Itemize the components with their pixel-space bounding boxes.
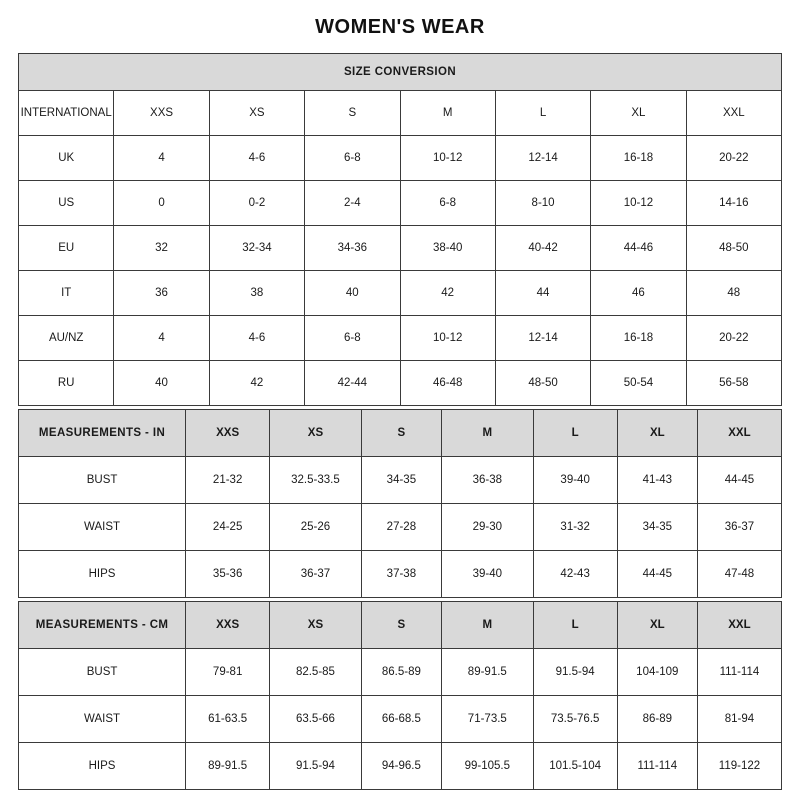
table-cell: 40-42 — [495, 226, 590, 271]
table-cell: 25-26 — [270, 504, 362, 551]
column-header-xs: XS — [270, 410, 362, 457]
table-cell: 89-91.5 — [442, 649, 534, 696]
table-cell: 0 — [114, 181, 209, 226]
table-row — [19, 226, 782, 271]
table-row — [19, 743, 782, 790]
table-cell: 91.5-94 — [533, 649, 617, 696]
row-label: BUST — [19, 649, 186, 696]
table-cell: 86-89 — [617, 696, 697, 743]
table-row — [19, 136, 782, 181]
table-cell: 119-122 — [697, 743, 781, 790]
row-label: AU/NZ — [19, 316, 114, 361]
table-row — [19, 457, 782, 504]
table-cell: 66-68.5 — [361, 696, 441, 743]
table-cell: 34-35 — [361, 457, 441, 504]
table-row — [19, 316, 782, 361]
size-conversion-banner: SIZE CONVERSION — [19, 54, 782, 91]
table-cell: 4 — [114, 316, 209, 361]
table-cell: 42 — [400, 271, 495, 316]
table-cell: 38-40 — [400, 226, 495, 271]
column-header-xxs: XXS — [114, 91, 209, 136]
page-title: WOMEN'S WEAR — [315, 16, 485, 38]
table-cell: 16-18 — [591, 316, 686, 361]
column-header-m: M — [442, 410, 534, 457]
table-cell: 48-50 — [495, 361, 590, 406]
table-row — [19, 361, 782, 406]
column-header-m: M — [442, 602, 534, 649]
table-cell: 27-28 — [361, 504, 441, 551]
table-cell: 10-12 — [400, 136, 495, 181]
table-cell: 63.5-66 — [270, 696, 362, 743]
table-row — [19, 181, 782, 226]
table-cell: 71-73.5 — [442, 696, 534, 743]
table-cell: 101.5-104 — [533, 743, 617, 790]
table-cell: 47-48 — [697, 551, 781, 598]
table-cell: 32-34 — [209, 226, 304, 271]
table-cell: 73.5-76.5 — [533, 696, 617, 743]
row-label: EU — [19, 226, 114, 271]
column-header-xs: XS — [270, 602, 362, 649]
column-header-xl: XL — [617, 410, 697, 457]
table-cell: 35-36 — [186, 551, 270, 598]
table-cell: 14-16 — [686, 181, 781, 226]
table-cell: 4-6 — [209, 316, 304, 361]
table-cell: 48 — [686, 271, 781, 316]
row-label: WAIST — [19, 696, 186, 743]
table-cell: 44-45 — [617, 551, 697, 598]
table-cell: 41-43 — [617, 457, 697, 504]
measurements-cm-table — [18, 601, 782, 790]
table-cell: 42-43 — [533, 551, 617, 598]
table-row — [19, 54, 782, 91]
table-cell: 44-46 — [591, 226, 686, 271]
table-cell: 36-38 — [442, 457, 534, 504]
table-row — [19, 91, 782, 136]
table-cell: 82.5-85 — [270, 649, 362, 696]
column-header-xs: XS — [209, 91, 304, 136]
table-cell: 42 — [209, 361, 304, 406]
table-cell: 104-109 — [617, 649, 697, 696]
table-cell: 20-22 — [686, 316, 781, 361]
table-cell: 24-25 — [186, 504, 270, 551]
table-cell: 4 — [114, 136, 209, 181]
column-header-s: S — [305, 91, 400, 136]
table-cell: 34-35 — [617, 504, 697, 551]
row-label: BUST — [19, 457, 186, 504]
table-cell: 8-10 — [495, 181, 590, 226]
table-cell: 20-22 — [686, 136, 781, 181]
column-header-xl: XL — [591, 91, 686, 136]
table-cell: 36 — [114, 271, 209, 316]
row-label: HIPS — [19, 743, 186, 790]
table-row — [19, 504, 782, 551]
table-cell: 38 — [209, 271, 304, 316]
table-cell: 6-8 — [400, 181, 495, 226]
table-cell: 36-37 — [270, 551, 362, 598]
table-cell: 34-36 — [305, 226, 400, 271]
row-label: UK — [19, 136, 114, 181]
column-header-international: INTERNATIONAL — [19, 91, 114, 136]
column-header-measurements-in: MEASUREMENTS - IN — [19, 410, 186, 457]
table-cell: 111-114 — [617, 743, 697, 790]
column-header-l: L — [533, 410, 617, 457]
table-cell: 6-8 — [305, 136, 400, 181]
column-header-measurements-cm: MEASUREMENTS - CM — [19, 602, 186, 649]
table-cell: 42-44 — [305, 361, 400, 406]
table-cell: 89-91.5 — [186, 743, 270, 790]
table-cell: 10-12 — [400, 316, 495, 361]
table-cell: 86.5-89 — [361, 649, 441, 696]
row-label: US — [19, 181, 114, 226]
table-row — [19, 649, 782, 696]
table-cell: 21-32 — [186, 457, 270, 504]
table-row — [19, 410, 782, 457]
table-cell: 37-38 — [361, 551, 441, 598]
column-header-s: S — [361, 410, 441, 457]
table-row — [19, 602, 782, 649]
row-label: IT — [19, 271, 114, 316]
table-cell: 31-32 — [533, 504, 617, 551]
table-cell: 39-40 — [442, 551, 534, 598]
table-cell: 91.5-94 — [270, 743, 362, 790]
table-cell: 0-2 — [209, 181, 304, 226]
column-header-s: S — [361, 602, 441, 649]
table-row — [19, 696, 782, 743]
table-cell: 2-4 — [305, 181, 400, 226]
row-label: WAIST — [19, 504, 186, 551]
column-header-xxl: XXL — [697, 410, 781, 457]
table-cell: 111-114 — [697, 649, 781, 696]
table-cell: 16-18 — [591, 136, 686, 181]
row-label: HIPS — [19, 551, 186, 598]
column-header-l: L — [533, 602, 617, 649]
table-cell: 40 — [114, 361, 209, 406]
table-row — [19, 551, 782, 598]
row-label: RU — [19, 361, 114, 406]
table-cell: 32 — [114, 226, 209, 271]
column-header-l: L — [495, 91, 590, 136]
table-cell: 50-54 — [591, 361, 686, 406]
table-cell: 39-40 — [533, 457, 617, 504]
column-header-m: M — [400, 91, 495, 136]
column-header-xxs: XXS — [186, 602, 270, 649]
size-conversion-table — [18, 53, 782, 406]
table-cell: 12-14 — [495, 136, 590, 181]
table-cell: 48-50 — [686, 226, 781, 271]
table-cell: 12-14 — [495, 316, 590, 361]
measurements-inches-table — [18, 409, 782, 598]
table-cell: 4-6 — [209, 136, 304, 181]
table-cell: 36-37 — [697, 504, 781, 551]
table-cell: 79-81 — [186, 649, 270, 696]
table-cell: 61-63.5 — [186, 696, 270, 743]
table-cell: 32.5-33.5 — [270, 457, 362, 504]
column-header-xl: XL — [617, 602, 697, 649]
table-cell: 46 — [591, 271, 686, 316]
table-cell: 44 — [495, 271, 590, 316]
table-cell: 46-48 — [400, 361, 495, 406]
column-header-xxl: XXL — [697, 602, 781, 649]
table-cell: 99-105.5 — [442, 743, 534, 790]
table-row — [19, 271, 782, 316]
table-cell: 40 — [305, 271, 400, 316]
table-cell: 56-58 — [686, 361, 781, 406]
table-cell: 6-8 — [305, 316, 400, 361]
column-header-xxl: XXL — [686, 91, 781, 136]
table-cell: 81-94 — [697, 696, 781, 743]
column-header-xxs: XXS — [186, 410, 270, 457]
table-cell: 94-96.5 — [361, 743, 441, 790]
table-cell: 10-12 — [591, 181, 686, 226]
table-cell: 44-45 — [697, 457, 781, 504]
table-cell: 29-30 — [442, 504, 534, 551]
